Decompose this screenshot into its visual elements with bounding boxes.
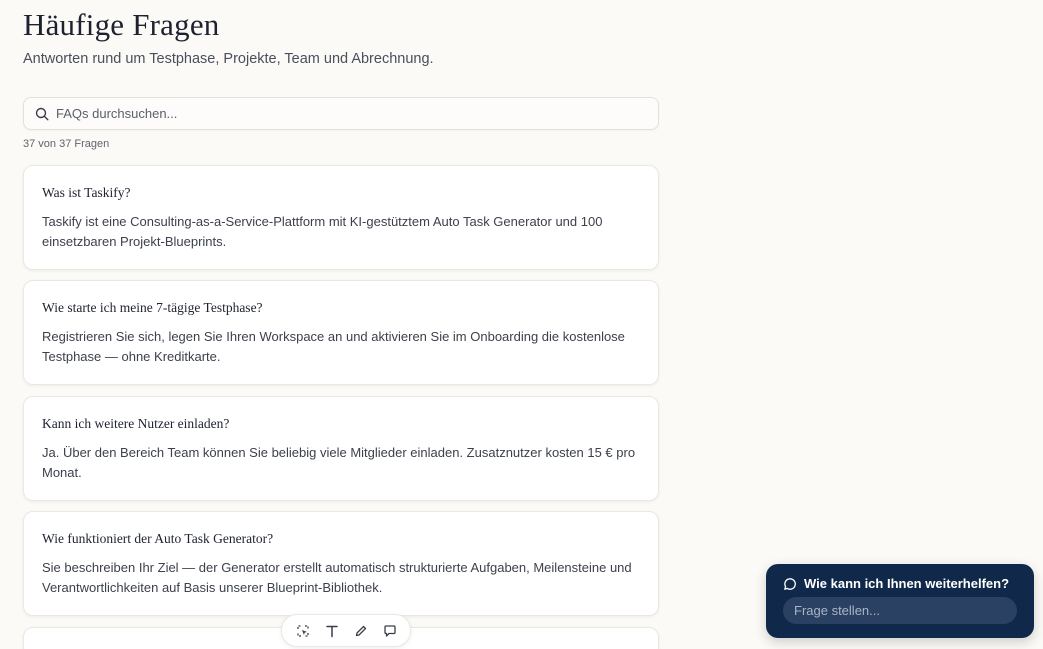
chat-question-input[interactable] <box>783 597 1017 624</box>
pencil-icon[interactable] <box>351 621 371 641</box>
faq-item[interactable] <box>23 396 659 501</box>
text-icon[interactable] <box>322 621 342 641</box>
faq-answer: Registrieren Sie sich, legen Sie Ihren Workspace an und aktivieren Sie im Onboarding die kostenlose Testphase — ohne Kreditkarte. <box>42 329 625 364</box>
faq-item[interactable] <box>23 165 659 270</box>
page-subtitle: Antworten rund um Testphase, Projekte, Team und Abrechnung. <box>23 51 434 67</box>
chat-widget <box>766 564 1034 638</box>
faq-question: Was ist Taskify? <box>42 185 131 200</box>
faq-question: Wie funktioniert der Auto Task Generator? <box>42 531 274 546</box>
chat-header[interactable] <box>783 576 1017 591</box>
faq-item[interactable] <box>23 511 659 616</box>
annotation-toolbar <box>281 614 411 647</box>
search-input[interactable] <box>56 106 616 121</box>
chat-bubble-icon <box>783 577 797 591</box>
select-area-icon[interactable] <box>293 621 313 641</box>
faq-answer: Taskify ist eine Consulting-as-a-Service-Plattform mit KI-gestütztem Auto Task Generator und 100 einsetzbaren Projekt-Blueprints. <box>42 214 603 249</box>
faq-question: Wie starte ich meine 7-tägige Testphase? <box>42 300 263 315</box>
search-icon <box>35 107 49 121</box>
comment-icon[interactable] <box>380 621 400 641</box>
faq-item[interactable] <box>23 280 659 385</box>
faq-answer: Ja. Über den Bereich Team können Sie beliebig viele Mitglieder einladen. Zusatznutzer kosten 15 € pro Monat. <box>42 445 636 480</box>
chat-heading: Wie kann ich Ihnen weiterhelfen? <box>804 576 1010 591</box>
faq-answer: Sie beschreiben Ihr Ziel — der Generator erstellt automatisch strukturierte Aufgaben, Meilensteine und Verantwortlichkeiten auf Basis unserer Blueprint-Bibliothek. <box>42 560 632 595</box>
faq-question: Kann ich weitere Nutzer einladen? <box>42 416 230 431</box>
faq-search-bar[interactable] <box>23 97 659 130</box>
result-count: 37 von 37 Fragen <box>23 138 110 150</box>
page-title: Häufige Fragen <box>23 7 220 42</box>
